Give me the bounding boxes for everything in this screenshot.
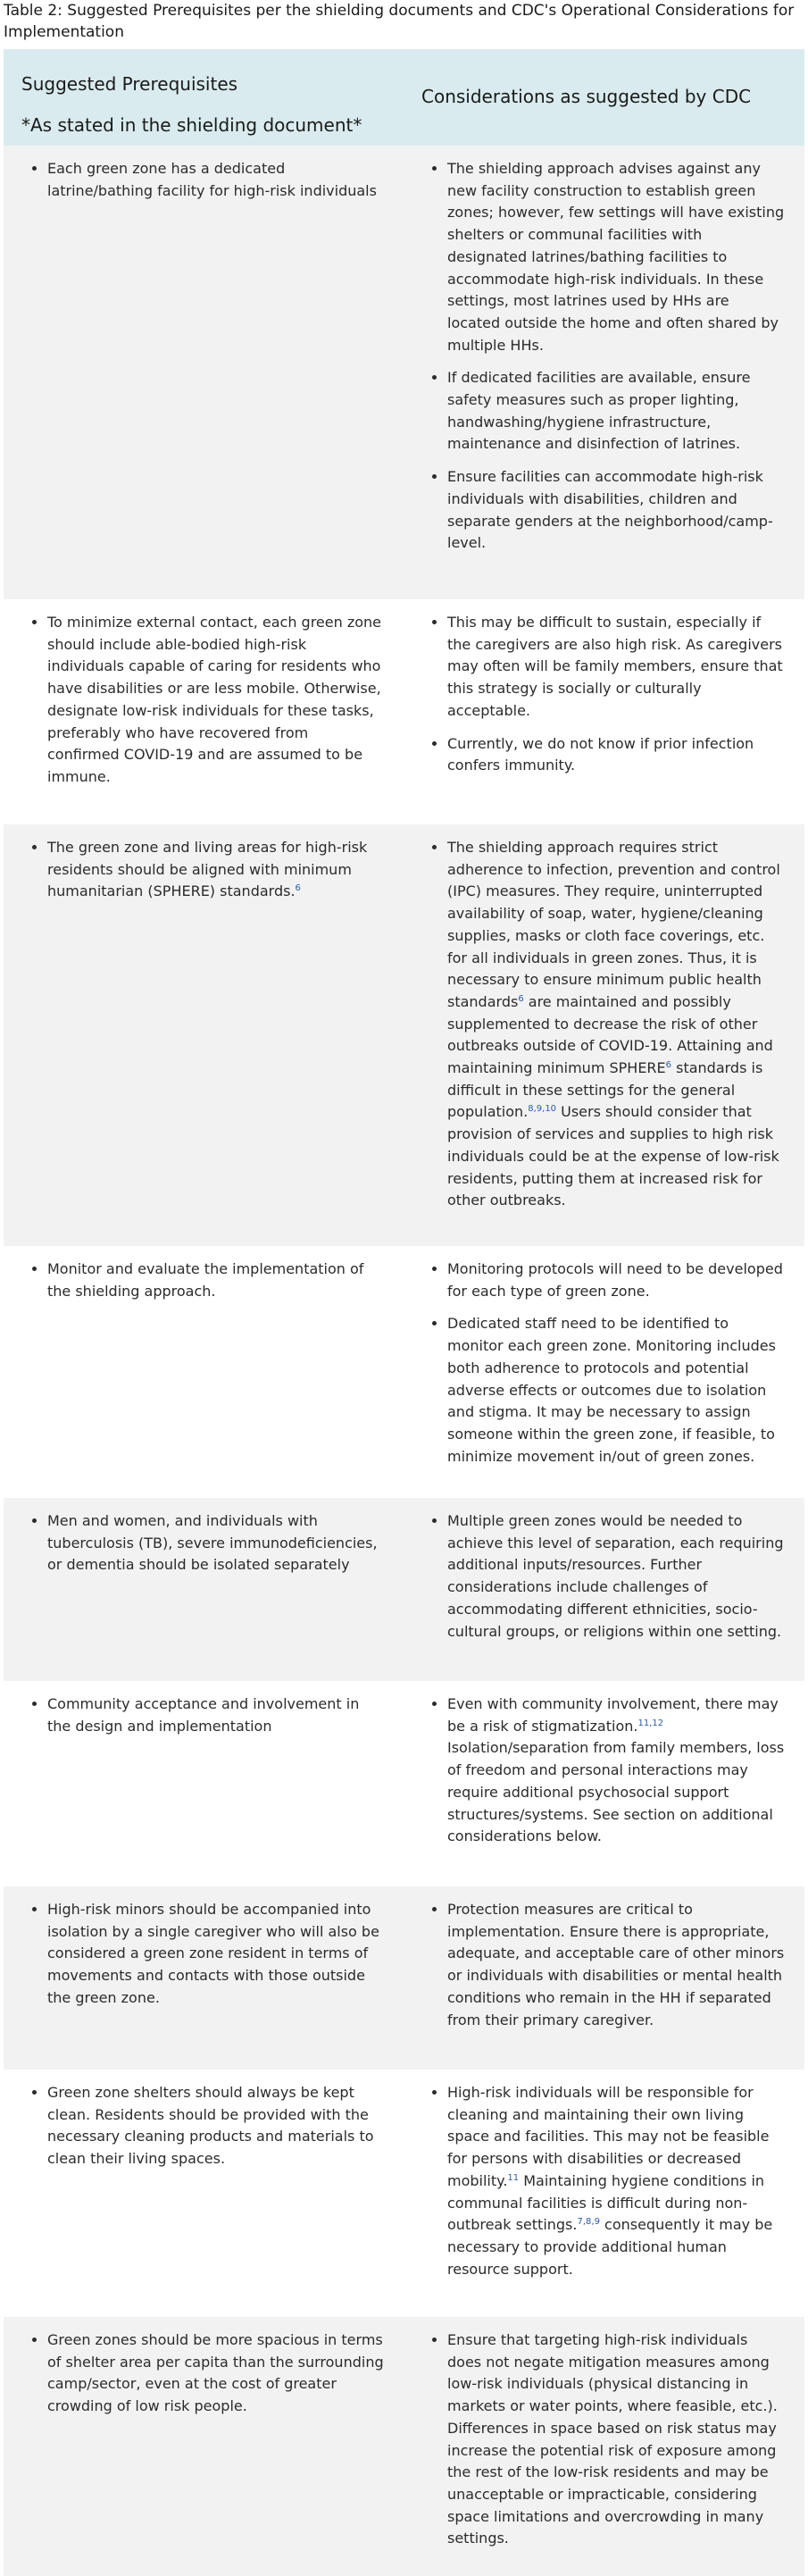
consideration-text: The shielding approach requires strict adherence to infection, prevention and control (IPC) measures. They require, uninterrupted availability of soap, water, hygiene/cleaning supplies, masks or cloth face coverings, etc. for all individuals in green zones. Thus, it is necessary to ensure minimum public health standards (447, 839, 780, 1010)
list-item (447, 837, 785, 1212)
citation-6[interactable]: 6 (295, 883, 301, 894)
list-item: • Green zone shelters should always be kept clean. Residents should be provided with the necessary cleaning products and materials to clean their living spaces. (47, 2082, 384, 2170)
prerequisite-cell (4, 824, 404, 1246)
prerequisite-cell (4, 2317, 404, 2576)
list-item: • Men and women, and individuals with tuberculosis (TB), severe immunodeficiencies, or dementia should be isolated separately (47, 1510, 384, 1577)
prerequisites-table (4, 49, 804, 2576)
table-header-row (4, 49, 804, 146)
list-item: • Multiple green zones would be needed to achieve this level of separation, each requiring additional inputs/resources. Further considerations include challenges of accommodating different ethnicities, socio-cultural groups, or religions within one setting. (447, 1510, 785, 1643)
list-item: • To minimize external contact, each green zone should include able-bodied high-risk individuals capable of caring for residents who have disabilities or are less mobile. Otherwise, designate low-risk individuals for these tasks, preferably who have recovered from confirmed COVID-19 and are assumed to be immune. (47, 612, 384, 789)
citation-8-9-10[interactable]: 8,9,10 (528, 1104, 557, 1115)
header-col1-line1: Suggested Prerequisites (21, 73, 238, 95)
list-item (447, 2082, 785, 2280)
prerequisite-cell (4, 2070, 404, 2317)
citation-6[interactable]: 6 (518, 993, 524, 1004)
prerequisite-cell (4, 599, 404, 824)
prerequisite-cell (4, 1246, 404, 1498)
consideration-text: Isolation/separation from family members, loss of freedom and personal interactions may require additional psychosocial support structures/systems. See section on additional considerations below. (447, 1739, 785, 1845)
list-item: • Ensure that targeting high-risk individuals does not negate mitigation measures among low-risk individuals (physical distancing in markets or water points, where feasible, etc.). Differences in space based on risk status may increase the potential risk of exposure among the rest of the low-risk residents and may be unacceptable or impracticable, considering space limitations and overcrowding in many settings. (447, 2329, 785, 2550)
prerequisite-text: The green zone and living areas for high-risk residents should be aligned with minimum humanitarian (SPHERE) standards. (47, 839, 368, 900)
list-item: • Each green zone has a dedicated latrine/bathing facility for high-risk individuals (47, 158, 384, 202)
consideration-text: are maintained and possibly supplemented to decrease the risk of other outbreaks outside of COVID-19. Attaining and maintaining minimum SPHERE (447, 992, 773, 1077)
consideration-text: High-risk individuals will be responsible for cleaning and maintaining their own living space and facilities. This may not be feasible for persons with disabilities or decreased mobility. (447, 2084, 770, 2189)
consideration-text: Users should consider that provision of services and supplies to high risk individuals could be at the expense of low-risk residents, putting them at increased risk for other outbreaks. (447, 1103, 779, 1209)
list-item (47, 837, 384, 903)
consideration-text: standards is difficult in these settings for the general population. (447, 1059, 763, 1121)
header-suggested-prerequisites (4, 49, 404, 146)
list-item: • Currently, we do not know if prior infection confers immunity. (447, 733, 785, 777)
table-row (4, 2317, 804, 2576)
table-row (4, 824, 804, 1246)
consideration-text: consequently it may be necessary to provide additional human resource support. (447, 2216, 773, 2278)
citation-11[interactable]: 11 (507, 2172, 520, 2183)
consideration-cell (404, 1498, 804, 1681)
list-item: • Community acceptance and involvement in the design and implementation (47, 1694, 384, 1737)
header-col1-line2: *As stated in the shielding document* (21, 114, 362, 136)
list-item: • Green zones should be more spacious in terms of shelter area per capita than the surrounding camp/sector, even at the cost of greater crowding of low risk people. (47, 2329, 384, 2418)
list-item: • If dedicated facilities are available, ensure safety measures such as proper lighting, handwashing/hygiene infrastructure, maintenance and disinfection of latrines. (447, 367, 785, 456)
list-item: • Protection measures are critical to implementation. Ensure there is appropriate, adequate, and acceptable care of other minors or individuals with disabilities or mental health conditions who remain in the HH if separated from their primary caregiver. (447, 1899, 785, 2031)
consideration-cell (404, 2070, 804, 2317)
table-row (4, 1886, 804, 2070)
consideration-text: Even with community involvement, there may be a risk of stigmatization. (447, 1695, 779, 1735)
prerequisite-cell (4, 1498, 404, 1681)
consideration-cell (404, 1246, 804, 1498)
citation-6[interactable]: 6 (665, 1060, 672, 1071)
table-row (4, 146, 804, 599)
list-item: • Dedicated staff need to be identified to monitor each green zone. Monitoring includes both adherence to protocols and potential adverse effects or outcomes due to isolation and stigma. It may be necessary to assign someone within the green zone, if feasible, to minimize movement in/out of green zones. (447, 1313, 785, 1468)
consideration-text: Maintaining hygiene conditions in communal facilities is difficult during non-outbreak settings. (447, 2171, 765, 2234)
table-row (4, 599, 804, 824)
prerequisite-cell (4, 1886, 404, 2070)
table-row (4, 1498, 804, 1681)
prerequisite-cell (4, 146, 404, 599)
table-row (4, 1681, 804, 1886)
list-item: • Ensure facilities can accommodate high-risk individuals with disabilities, children and separate genders at the neighborhood/camp-level. (447, 466, 785, 555)
list-item: • The shielding approach advises against any new facility construction to establish green zones; however, few settings will have existing shelters or communal facilities with designated latrines/bathing facilities to accommodate high-risk individuals. In these settings, most latrines used by HHs are located outside the home and often shared by multiple HHs. (447, 158, 785, 356)
list-item: • Monitoring protocols will need to be developed for each type of green zone. (447, 1259, 785, 1302)
citation-7-8-9[interactable]: 7,8,9 (577, 2217, 600, 2228)
list-item: • High-risk minors should be accompanied into isolation by a single caregiver who will also be considered a green zone resident in terms of movements and contacts with those outside the green zone. (47, 1899, 384, 2010)
header-cdc-considerations: Considerations as suggested by CDC (404, 49, 804, 146)
consideration-cell (404, 599, 804, 824)
consideration-cell (404, 824, 804, 1246)
citation-11-12[interactable]: 11,12 (637, 1718, 664, 1728)
list-item: • Monitor and evaluate the implementation of the shielding approach. (47, 1259, 384, 1302)
table-row (4, 1246, 804, 1498)
consideration-cell (404, 1886, 804, 2070)
consideration-cell (404, 146, 804, 599)
list-item: • This may be difficult to sustain, especially if the caregivers are also high risk. As caregivers may often will be family members, ensure that this strategy is socially or culturally acceptable. (447, 612, 785, 723)
table-row (4, 2070, 804, 2317)
table-caption: Table 2: Suggested Prerequisites per the shielding documents and CDC's Operational Considerations for Implementation (4, 2, 795, 41)
consideration-cell (404, 2317, 804, 2576)
prerequisite-cell (4, 1681, 404, 1886)
consideration-cell (404, 1681, 804, 1886)
list-item (447, 1694, 785, 1848)
